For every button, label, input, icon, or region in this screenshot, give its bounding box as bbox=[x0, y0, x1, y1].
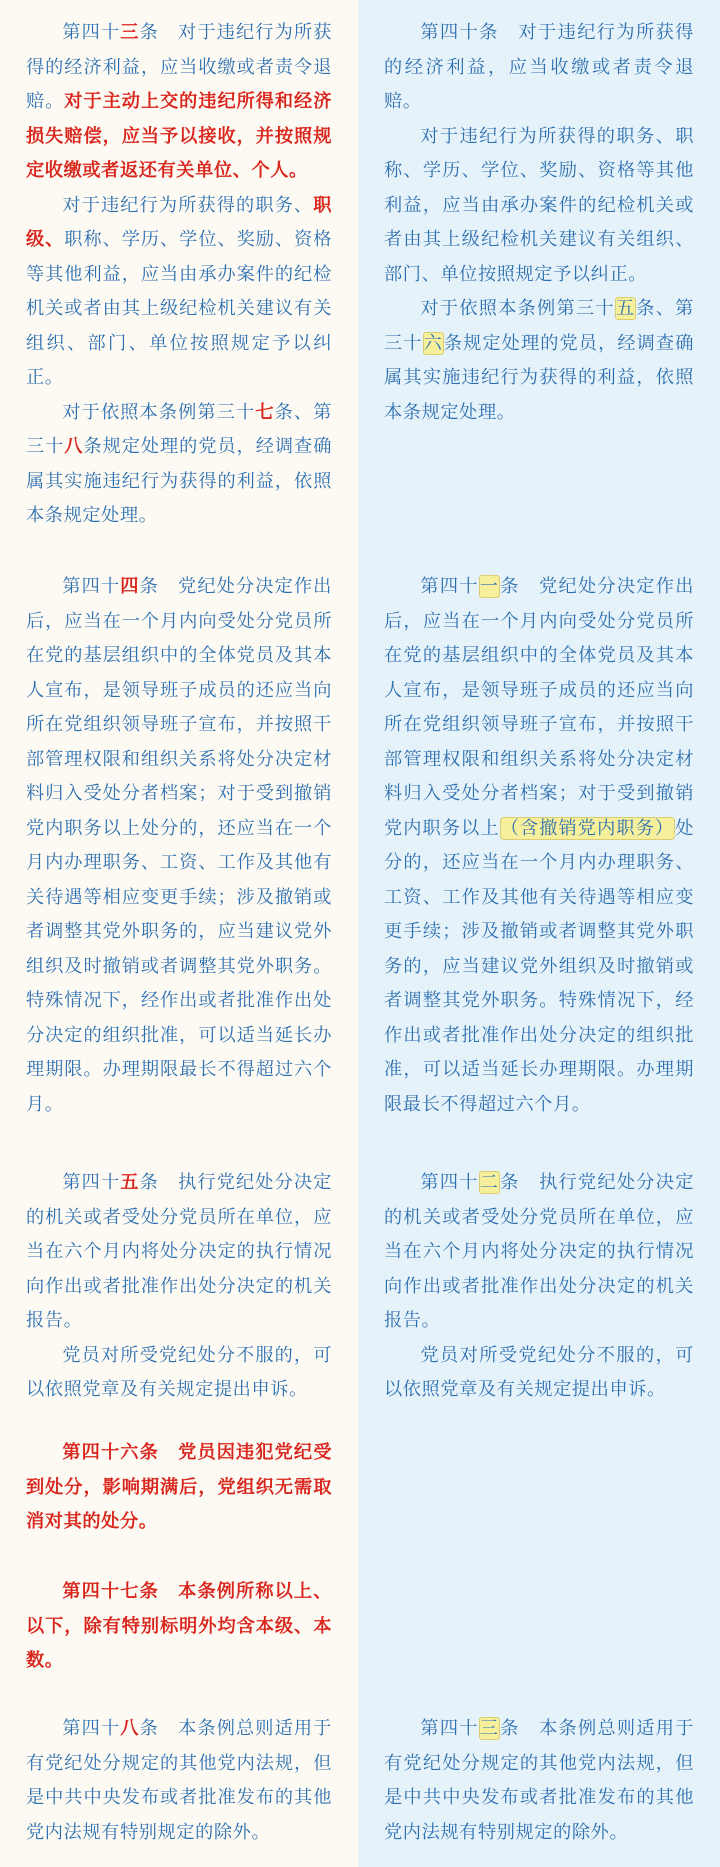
deleted-phrase: 职级、 bbox=[26, 194, 332, 250]
changed-number: 八 bbox=[120, 1718, 140, 1739]
new-version-column bbox=[358, 0, 720, 1867]
new-article-40 bbox=[384, 16, 694, 430]
old-a44-para-1: 第四十四条 党纪处分决定作出后，应当在一个月内向受处分党员所在党的基层组织中的全体党员及其本人宣布，是领导班子成员的还应当向所在党组织领导班子宣布，并按照干部管理权限和组织关系将处分决定材料归入受处分者档案；对于受到撤销党内职务以上处分的，还应当在一个月内办理职务、工资、工作及其他有关待遇等相应变更手续；涉及撤销或者调整其党外职务的，应当建议党外组织及时撤销或者调整其党外职务。特殊情况下，经作出或者批准作出处分决定的组织批准，可以适当延长办理期限。办理期限最长不得超过六个月。 bbox=[26, 576, 332, 1115]
old-article-40 bbox=[26, 16, 332, 534]
old-version-column bbox=[0, 0, 358, 1867]
highlighted-number: 六 bbox=[423, 332, 443, 354]
old-a45-para-2: 党员对所受党纪处分不服的，可以依照党章及有关规定提出申诉。 bbox=[26, 1344, 332, 1400]
new-article-43 bbox=[384, 1712, 694, 1850]
new-a40-para-3: 对于依照本条例第三十五条、第三十六条规定处理的党员，经调查确属其实施违纪行为获得的利益，依照本条规定处理。 bbox=[384, 298, 694, 423]
new-a41-para-1: 第四十一条 党纪处分决定作出后，应当在一个月内向受处分党员所在党的基层组织中的全体党员及其本人宣布，是领导班子成员的还应当向所在党组织领导班子宣布，并按照干部管理权限和组织关系将处分决定材料归入受处分者档案；对于受到撤销党内职务以上（含撤销党内职务）处分的，还应当在一个月内办理职务、工资、工作及其他有关待遇等相应变更手续；涉及撤销或者调整其党外职务的，应当建议党外组织及时撤销或者调整其党外职务。特殊情况下，经作出或者批准作出处分决定的组织批准，可以适当延长办理期限。办理期限最长不得超过六个月。 bbox=[384, 576, 694, 1115]
new-article-42 bbox=[384, 1166, 694, 1408]
old-a40-para-3: 对于依照本条例第三十七条、第三十八条规定处理的党员，经调查确属其实施违纪行为获得的利益，依照本条规定处理。 bbox=[26, 401, 332, 526]
old-article-48 bbox=[26, 1712, 332, 1850]
changed-number: 五 bbox=[120, 1172, 140, 1193]
old-article-47 bbox=[26, 1575, 332, 1679]
deleted-sentence: 对于主动上交的违纪所得和经济损失赔偿，应当予以接收，并按照规定收缴或者返还有关单位、个人。 bbox=[26, 91, 332, 181]
new-a42-para-1: 第四十二条 执行党纪处分决定的机关或者受处分党员所在单位，应当在六个月内将处分决定的执行情况向作出或者批准作出处分决定的机关报告。 bbox=[384, 1172, 694, 1331]
old-a40-para-1: 第四十三条 对于违纪行为所获得的经济利益，应当收缴或者责令退赔。对于主动上交的违纪所得和经济损失赔偿，应当予以接收，并按照规定收缴或者返还有关单位、个人。 bbox=[26, 22, 332, 181]
changed-number: 七 bbox=[255, 401, 275, 423]
deleted-article-47: 第四十七条 本条例所称以上、以下，除有特别标明外均含本级、本数。 bbox=[26, 1581, 332, 1671]
new-a40-para-1: 第四十条 对于违纪行为所获得的经济利益，应当收缴或者责令退赔。 bbox=[384, 22, 694, 112]
highlighted-number: 五 bbox=[615, 298, 636, 319]
old-article-44 bbox=[26, 570, 332, 1122]
new-article-41 bbox=[384, 570, 694, 1122]
old-a40-para-2: 对于违纪行为所获得的职务、职级、职称、学历、学位、奖励、资格等其他利益，应当由承办案件的纪检机关或者由其上级纪检机关建议有关组织、部门、单位按照规定予以纠正。 bbox=[26, 194, 332, 388]
highlighted-number: 三 bbox=[479, 1718, 500, 1739]
added-phrase: （含撤销党内职务） bbox=[500, 817, 675, 839]
old-a45-para-1: 第四十五条 执行党纪处分决定的机关或者受处分党员所在单位，应当在六个月内将处分决定的执行情况向作出或者批准作出处分决定的机关报告。 bbox=[26, 1172, 332, 1331]
old-article-45 bbox=[26, 1166, 332, 1408]
old-a48-para-1: 第四十八条 本条例总则适用于有党纪处分规定的其他党内法规，但是中共中央发布或者批准发布的其他党内法规有特别规定的除外。 bbox=[26, 1718, 332, 1843]
old-article-46 bbox=[26, 1436, 332, 1540]
deleted-article-46: 第四十六条 党员因违犯党纪受到处分，影响期满后，党组织无需取消对其的处分。 bbox=[26, 1442, 332, 1532]
highlighted-number: 二 bbox=[479, 1172, 500, 1193]
new-a40-para-2: 对于违纪行为所获得的职务、职称、学历、学位、奖励、资格等其他利益，应当由承办案件的纪检机关或者由其上级纪检机关建议有关组织、部门、单位按照规定予以纠正。 bbox=[384, 125, 694, 285]
changed-number: 三 bbox=[120, 22, 140, 43]
changed-number: 四 bbox=[120, 576, 140, 597]
highlighted-number: 一 bbox=[479, 576, 500, 597]
new-a43-para-1: 第四十三条 本条例总则适用于有党纪处分规定的其他党内法规，但是中共中央发布或者批准发布的其他党内法规有特别规定的除外。 bbox=[384, 1718, 694, 1843]
changed-number: 八 bbox=[64, 436, 84, 457]
new-a42-para-2: 党员对所受党纪处分不服的，可以依照党章及有关规定提出申诉。 bbox=[384, 1344, 694, 1400]
